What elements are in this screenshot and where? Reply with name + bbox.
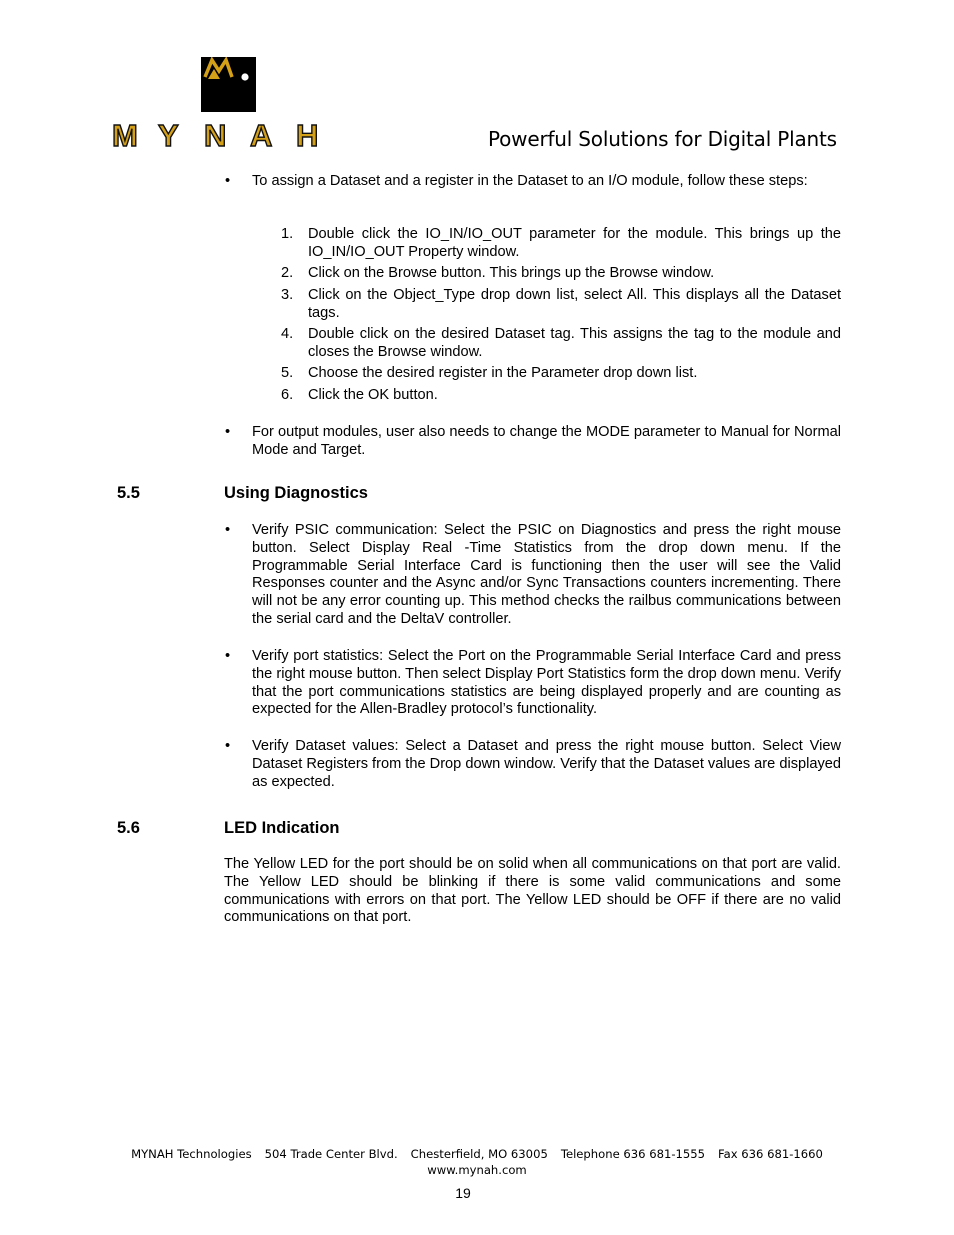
section-title: Using Diagnostics bbox=[224, 484, 368, 502]
bullet-text: For output modules, user also needs to change the MODE parameter to Manual for Normal Mode and Target. bbox=[252, 424, 841, 458]
bullet-icon: • bbox=[225, 738, 231, 754]
step-text: Double click on the desired Dataset tag. This assigns the tag to the module and closes the Browse window. bbox=[308, 326, 841, 360]
page-number: 19 bbox=[455, 1185, 471, 1201]
section-title: LED Indication bbox=[224, 819, 340, 837]
footer-fax: Fax 636 681-1660 bbox=[718, 1147, 823, 1161]
step-number: 2. bbox=[281, 265, 294, 281]
footer-address: 504 Trade Center Blvd. bbox=[264, 1147, 398, 1161]
section-number: 5.6 bbox=[117, 819, 140, 837]
step-text: Double click the IO_IN/IO_OUT parameter for the module. This brings up the IO_IN/IO_OUT Property window. bbox=[308, 226, 841, 260]
footer-telephone: Telephone 636 681-1555 bbox=[560, 1147, 706, 1161]
led-paragraph: The Yellow LED for the port should be on solid when all communications on that port are valid. The Yellow LED should be blinking if there is some valid communications and some communications with errors on that port. The Yellow LED should be OFF if there are no valid communications on that port. bbox=[224, 856, 841, 926]
mynah-logo-mark bbox=[201, 57, 256, 112]
logo-letter: A bbox=[250, 118, 273, 153]
footer-contact bbox=[0, 1147, 954, 1162]
bullet-text: Verify port statistics: Select the Port on the Programmable Serial Interface Card and press the right mouse button. Then select Display Port Statistics form the drop down menu. Verify that the port communications statistics are being displayed properly and are counting as expected for the Allen-Bradley protocol’s functionality. bbox=[252, 648, 841, 718]
step-number: 6. bbox=[281, 387, 294, 403]
bullet-icon: • bbox=[225, 522, 231, 538]
step-text: Click on the Browse button. This brings up the Browse window. bbox=[308, 265, 715, 281]
logo-letter: N bbox=[204, 118, 227, 153]
step-text: Click on the Object_Type drop down list, select All. This displays all the Dataset tags. bbox=[308, 287, 841, 321]
bullet-icon: • bbox=[225, 173, 231, 189]
logo-letter: M bbox=[112, 118, 138, 153]
step-number: 4. bbox=[281, 326, 294, 342]
section-number: 5.5 bbox=[117, 484, 140, 502]
step-number: 1. bbox=[281, 226, 294, 242]
footer-city: Chesterfield, MO 63005 bbox=[410, 1147, 548, 1161]
step-text: Click the OK button. bbox=[308, 387, 438, 403]
step-number: 3. bbox=[281, 287, 294, 303]
step-text: Choose the desired register in the Parameter drop down list. bbox=[308, 365, 698, 381]
bullet-text: Verify Dataset values: Select a Dataset and press the right mouse button. Select View Dataset Registers from the Drop down window. Verify that the Dataset values are displayed as expected. bbox=[252, 738, 841, 790]
mynah-wordmark bbox=[112, 117, 342, 155]
bullet-icon: • bbox=[225, 648, 231, 664]
bullet-text: Verify PSIC communication: Select the PSIC on Diagnostics and press the right mouse button. Select Display Real -Time Statistics from the drop down menu. If the Programmable Serial Interface Card is functioning then the user will see the Valid Responses counter and the Async and/or Sync Transactions counters incrementing. There will not be any error counting up. This method checks the railbus communications between the serial card and the DeltaV controller. bbox=[252, 522, 841, 627]
footer-website: www.mynah.com bbox=[427, 1163, 527, 1177]
bullet-icon: • bbox=[225, 424, 231, 440]
step-number: 5. bbox=[281, 365, 294, 381]
logo-letter: H bbox=[296, 118, 319, 153]
header-tagline: Powerful Solutions for Digital Plants bbox=[488, 127, 837, 151]
bullet-text: To assign a Dataset and a register in the Dataset to an I/O module, follow these steps: bbox=[252, 173, 808, 189]
footer-company: MYNAH Technologies bbox=[131, 1147, 252, 1161]
logo-letter: Y bbox=[158, 118, 179, 153]
bird-icon bbox=[201, 57, 256, 112]
